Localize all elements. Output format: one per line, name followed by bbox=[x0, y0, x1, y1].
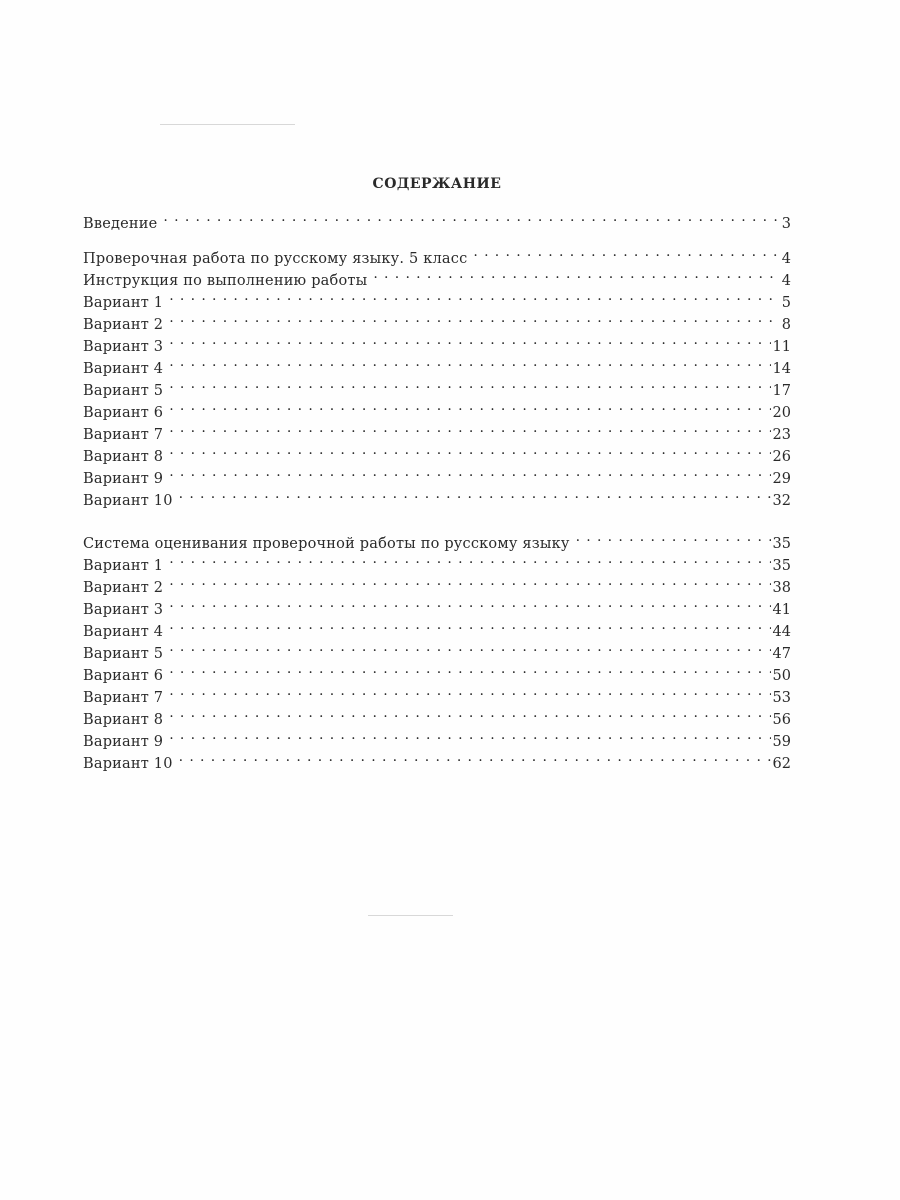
toc-entry-label: Вариант 3 bbox=[83, 339, 164, 355]
toc-entry-label: Вариант 2 bbox=[83, 580, 164, 596]
toc-entry-page: 29 bbox=[772, 471, 791, 487]
toc-entry-label: Проверочная работа по русскому языку. 5 класс bbox=[83, 251, 468, 267]
toc-dot-leader bbox=[163, 206, 779, 228]
toc-section-intro bbox=[83, 206, 791, 232]
toc-entry bbox=[83, 241, 791, 267]
toc-entry-page: 23 bbox=[772, 427, 791, 443]
toc-dot-leader bbox=[169, 636, 770, 658]
toc-dot-leader bbox=[169, 417, 770, 439]
toc-title: СОДЕРЖАНИЕ bbox=[372, 176, 502, 192]
toc-entry bbox=[83, 570, 791, 596]
toc-entry bbox=[83, 614, 791, 640]
toc-entry-page: 4 bbox=[781, 273, 791, 289]
toc-entry-label: Вариант 8 bbox=[83, 712, 164, 728]
toc-entry-label: Вариант 4 bbox=[83, 361, 164, 377]
toc-entry bbox=[83, 417, 791, 443]
toc-entry-label: Инструкция по выполнению работы bbox=[83, 273, 368, 289]
toc-entry-page: 20 bbox=[772, 405, 791, 421]
toc-entry-label: Вариант 5 bbox=[83, 383, 164, 399]
toc-entry-page: 35 bbox=[772, 558, 791, 574]
toc-entry-page: 53 bbox=[772, 690, 791, 706]
toc-entry-page: 8 bbox=[781, 317, 791, 333]
toc-entry bbox=[83, 329, 791, 355]
scan-artifact-line bbox=[160, 124, 295, 125]
toc-entry bbox=[83, 307, 791, 333]
toc-entry-label: Вариант 5 bbox=[83, 646, 164, 662]
toc-entry-label: Введение bbox=[83, 216, 158, 232]
toc-entry-page: 3 bbox=[781, 216, 791, 232]
toc-entry bbox=[83, 351, 791, 377]
toc-section-test bbox=[83, 241, 791, 509]
toc-dot-leader bbox=[169, 439, 770, 461]
toc-dot-leader bbox=[169, 461, 770, 483]
toc-dot-leader bbox=[169, 570, 770, 592]
toc-entry-label: Вариант 1 bbox=[83, 295, 164, 311]
toc-entry-label: Вариант 10 bbox=[83, 756, 173, 772]
toc-entry-page: 5 bbox=[781, 295, 791, 311]
toc-entry bbox=[83, 483, 791, 509]
toc-entry bbox=[83, 206, 791, 232]
toc-dot-leader bbox=[373, 263, 779, 285]
toc-dot-leader bbox=[179, 483, 771, 505]
toc-entry-label: Система оценивания проверочной работы по русскому языку bbox=[83, 536, 570, 552]
toc-entry bbox=[83, 548, 791, 574]
toc-dot-leader bbox=[169, 658, 770, 680]
toc-entry-page: 44 bbox=[772, 624, 791, 640]
toc-entry bbox=[83, 439, 791, 465]
toc-dot-leader bbox=[576, 526, 771, 548]
toc-section-grading bbox=[83, 526, 791, 772]
toc-entry-label: Вариант 7 bbox=[83, 427, 164, 443]
toc-entry-page: 56 bbox=[772, 712, 791, 728]
toc-entry bbox=[83, 461, 791, 487]
toc-dot-leader bbox=[169, 307, 780, 329]
toc-entry-page: 47 bbox=[772, 646, 791, 662]
toc-entry-page: 26 bbox=[772, 449, 791, 465]
toc-entry bbox=[83, 636, 791, 662]
toc-dot-leader bbox=[169, 592, 770, 614]
toc-dot-leader bbox=[169, 285, 780, 307]
toc-dot-leader bbox=[169, 724, 770, 746]
toc-dot-leader bbox=[169, 614, 770, 636]
toc-entry-page: 4 bbox=[781, 251, 791, 267]
toc-entry-page: 35 bbox=[772, 536, 791, 552]
toc-entry-page: 38 bbox=[772, 580, 791, 596]
toc-dot-leader bbox=[473, 241, 779, 263]
toc-entry-page: 17 bbox=[772, 383, 791, 399]
toc-dot-leader bbox=[169, 329, 770, 351]
toc-dot-leader bbox=[169, 548, 770, 570]
toc-entry bbox=[83, 724, 791, 750]
toc-entry-label: Вариант 6 bbox=[83, 668, 164, 684]
toc-entry-label: Вариант 6 bbox=[83, 405, 164, 421]
toc-dot-leader bbox=[169, 395, 770, 417]
scan-artifact-line bbox=[368, 915, 453, 916]
toc-dot-leader bbox=[169, 373, 770, 395]
toc-entry-label: Вариант 7 bbox=[83, 690, 164, 706]
toc-entry bbox=[83, 592, 791, 618]
toc-entry-label: Вариант 9 bbox=[83, 471, 164, 487]
toc-entry-label: Вариант 3 bbox=[83, 602, 164, 618]
toc-entry-label: Вариант 4 bbox=[83, 624, 164, 640]
toc-entry-label: Вариант 1 bbox=[83, 558, 164, 574]
toc-entry-label: Вариант 8 bbox=[83, 449, 164, 465]
toc-entry-page: 14 bbox=[772, 361, 791, 377]
toc-dot-leader bbox=[169, 351, 770, 373]
toc-entry-page: 59 bbox=[772, 734, 791, 750]
toc-entry bbox=[83, 526, 791, 552]
toc-dot-leader bbox=[179, 746, 771, 768]
toc-entry-page: 62 bbox=[772, 756, 791, 772]
toc-entry bbox=[83, 373, 791, 399]
toc-entry-label: Вариант 9 bbox=[83, 734, 164, 750]
toc-entry-page: 11 bbox=[772, 339, 791, 355]
toc-dot-leader bbox=[169, 702, 770, 724]
toc-entry-page: 41 bbox=[772, 602, 791, 618]
toc-entry-label: Вариант 2 bbox=[83, 317, 164, 333]
toc-entry bbox=[83, 702, 791, 728]
toc-entry bbox=[83, 395, 791, 421]
toc-entry bbox=[83, 285, 791, 311]
toc-dot-leader bbox=[169, 680, 770, 702]
toc-entry bbox=[83, 746, 791, 772]
toc-entry-page: 32 bbox=[772, 493, 791, 509]
toc-entry-page: 50 bbox=[772, 668, 791, 684]
toc-entry bbox=[83, 658, 791, 684]
toc-entry-label: Вариант 10 bbox=[83, 493, 173, 509]
toc-entry bbox=[83, 680, 791, 706]
